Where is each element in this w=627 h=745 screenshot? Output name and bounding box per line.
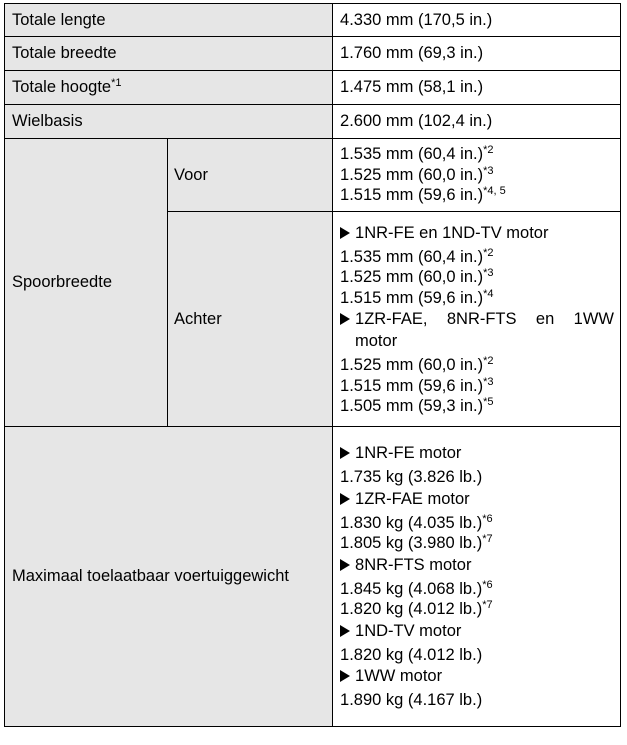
engine-heading: 1NR-FE motor [340,442,614,464]
label-achter: Achter [168,212,333,427]
value-line: 1.515 mm (59,6 in.)$^{*4}$ [340,287,494,307]
engine-heading: 1WW motor [340,665,614,687]
value-spoorbreedte-achter [333,212,621,427]
row-wielbasis [5,105,621,139]
value-line: 1.820 kg (4.012 lb.)$^{*7}$ [340,599,493,619]
footnote-marker: *7 [482,599,493,612]
value-wielbasis: 2.600 mm (102,4 in.) [333,105,621,139]
label-spoorbreedte: Spoorbreedte [5,139,168,427]
footnote-marker: *1 [111,77,122,89]
specifications-table [4,3,621,727]
footnote-marker: *4, 5 [483,185,506,198]
value-line: 1.890 kg (4.167 lb.) [340,691,483,710]
value-line: 1.535 mm (60,4 in.)$^{*2}$ [340,246,494,266]
triangle-bullet-icon [340,313,350,325]
label-wielbasis: Wielbasis [5,105,333,139]
value-line: 1.525 mm (60,0 in.)$^{*3}$ [340,267,494,286]
footnote-marker: *2 [483,246,494,259]
value-line: 1.525 mm (60,0 in.)$^{*2}$ [340,355,494,374]
footnote-marker: *3 [483,375,494,388]
value-line: 1.535 mm (60,4 in.)$^{*2}$ [340,144,494,164]
value-totale-hoogte: 1.475 mm (58,1 in.) [333,71,621,105]
value-totale-breedte: 1.760 mm (69,3 in.) [333,37,621,71]
row-totale-lengte [5,4,621,37]
value-line: 1.735 kg (3.826 lb.) [340,468,483,487]
triangle-bullet-icon [340,447,350,459]
label-totale-hoogte: Totale hoogte$^{*1}$ [5,71,333,105]
value-maximaal-voertuiggewicht [333,427,621,727]
footnote-marker: *3 [483,164,494,177]
label-totale-lengte: Totale lengte [5,4,333,37]
label-maximaal-voertuiggewicht: Maximaal toelaatbaar voertuiggewicht [5,427,333,727]
engine-heading: 1ZR-FAE, 8NR-FTS en 1WW motor [340,308,614,352]
engine-heading: 1ZR-FAE motor [340,488,614,510]
footnote-marker: *6 [482,512,493,525]
value-line: 1.805 kg (3.980 lb.)$^{*7}$ [340,533,493,553]
engine-heading: 8NR-FTS motor [340,554,614,576]
row-totale-breedte [5,37,621,71]
footnote-marker: *5 [483,396,494,408]
value-line: 1.515 mm (59,6 in.)$^{*4, 5}$ [340,185,506,205]
engine-heading: 1NR-FE en 1ND-TV motor [340,222,614,244]
value-spoorbreedte-voor [333,139,621,212]
value-line: 1.845 kg (4.068 lb.)$^{*6}$ [340,578,493,598]
triangle-bullet-icon [340,227,350,239]
value-line: 1.505 mm (59,3 in.)$^{*5}$ [340,396,494,415]
value-totale-lengte: 4.330 mm (170,5 in.) [333,4,621,37]
footnote-marker: *2 [483,355,494,367]
triangle-bullet-icon [340,493,350,505]
row-totale-hoogte [5,71,621,105]
footnote-marker: *2 [483,144,494,157]
label-totale-breedte: Totale breedte [5,37,333,71]
triangle-bullet-icon [340,625,350,637]
value-line: 1.515 mm (59,6 in.)$^{*3}$ [340,375,494,395]
row-maximaal-voertuiggewicht [5,427,621,727]
value-line: 1.830 kg (4.035 lb.)$^{*6}$ [340,512,493,532]
footnote-marker: *3 [483,267,494,279]
footnote-marker: *6 [482,578,493,591]
triangle-bullet-icon [340,559,350,571]
value-line: 1.820 kg (4.012 lb.) [340,645,483,664]
row-spoorbreedte-voor [5,139,621,212]
value-line: 1.525 mm (60,0 in.)$^{*3}$ [340,164,494,184]
footnote-marker: *7 [482,533,493,546]
triangle-bullet-icon [340,670,350,682]
label-voor: Voor [168,139,333,212]
engine-heading: 1ND-TV motor [340,620,614,642]
footnote-marker: *4 [483,287,494,300]
